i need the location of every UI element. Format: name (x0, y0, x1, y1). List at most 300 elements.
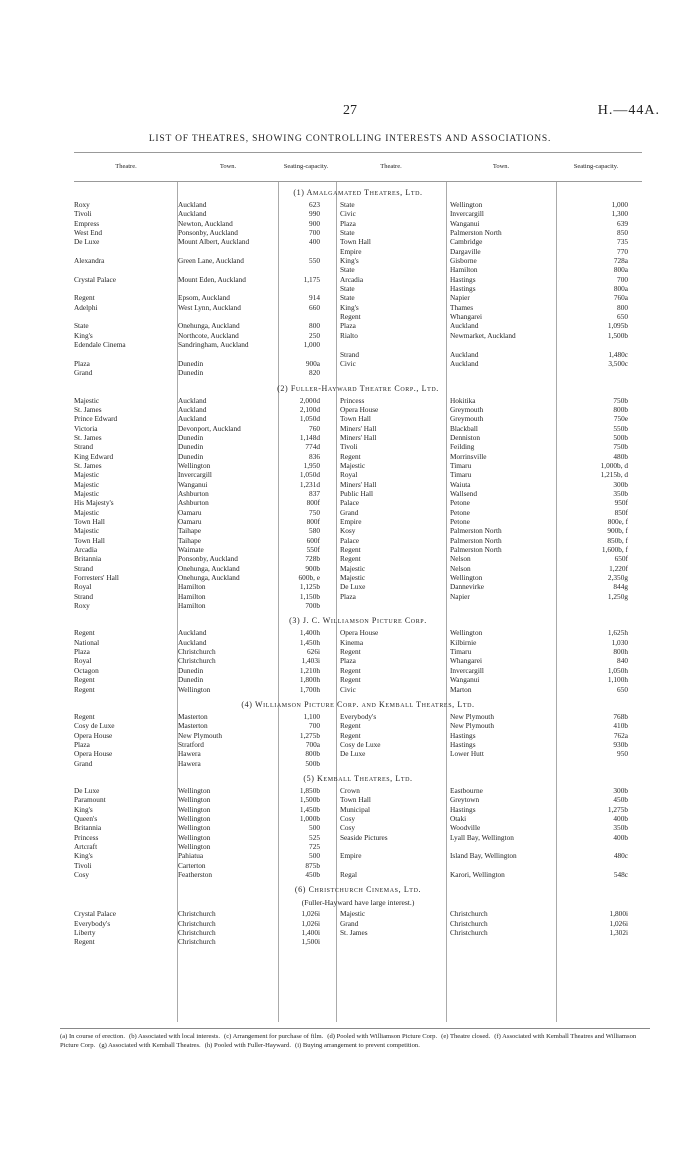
seating-capacity: 450b (305, 870, 320, 879)
table-row (74, 861, 642, 870)
town-name: West Lynn, Auckland (178, 302, 241, 312)
table-row (74, 909, 642, 918)
table-row (74, 545, 642, 554)
theatre-name: Regent (74, 684, 95, 694)
theatre-name: Civic (340, 684, 356, 694)
table-row (74, 293, 642, 302)
seating-capacity: 850f (614, 507, 628, 517)
theatre-name: Majestic (74, 470, 100, 480)
town-name: Mount Eden, Auckland (178, 274, 246, 284)
theatre-name: Princess (74, 832, 99, 842)
table-row (74, 526, 642, 535)
seating-capacity: 800b (613, 404, 628, 414)
seating-capacity: 1,050d (299, 414, 320, 424)
town-name: Wellington (178, 823, 211, 833)
town-name: Gisborne (450, 256, 477, 266)
theatre-name: St. James (74, 460, 102, 470)
town-name: Dunedin (178, 451, 204, 461)
table-row (74, 628, 642, 637)
theatre-name: Plaza (74, 739, 90, 749)
town-name: Marton (450, 684, 472, 694)
town-name: Hawera (178, 749, 201, 759)
town-name: Greytown (450, 795, 480, 805)
town-name: Wellington (178, 813, 211, 823)
table-row (74, 749, 642, 758)
town-name: Christchurch (450, 909, 488, 919)
theatre-name: Regent (74, 293, 95, 303)
town-name: Featherston (178, 870, 213, 879)
seating-capacity: 1,150b (299, 591, 320, 601)
theatre-name: Plaza (340, 591, 356, 601)
seating-capacity: 800a (613, 265, 628, 275)
seating-capacity: 1,275b (607, 804, 628, 814)
theatre-name: Plaza (74, 647, 90, 657)
town-name: Wellington (178, 460, 211, 470)
seating-capacity: 735 (617, 237, 628, 247)
town-name: Palmerston North (450, 228, 502, 238)
seating-capacity: 525 (309, 832, 320, 842)
seating-capacity: 800b (305, 749, 320, 759)
seating-capacity: 400 (309, 237, 320, 247)
seating-capacity: 760 (309, 423, 320, 433)
town-name: Wellington (178, 832, 211, 842)
town-name: Karori, Wellington (450, 870, 505, 879)
theatre-name: Britannia (74, 823, 102, 833)
theatre-name: De Luxe (74, 237, 100, 247)
theatre-name: Tivoli (340, 442, 358, 452)
theatre-name: State (340, 228, 355, 238)
town-name: Greymouth (450, 404, 484, 414)
section-title: (1) Amalgamated Theatres, Ltd. (293, 188, 423, 197)
town-name: Wanganui (178, 479, 208, 489)
seating-capacity: 914 (309, 293, 320, 303)
theatre-name: Strand (74, 563, 94, 573)
theatre-name: Strand (340, 349, 360, 359)
town-name: Blackball (450, 423, 478, 433)
seating-capacity: 900 (309, 218, 320, 228)
seating-capacity: 820 (309, 368, 320, 378)
theatre-name: State (340, 284, 355, 294)
theatre-name: Miners' Hall (340, 423, 377, 433)
town-name: Waimate (178, 545, 204, 555)
seating-capacity: 410b (613, 721, 628, 731)
town-name: Christchurch (450, 928, 488, 938)
table-row (74, 480, 642, 489)
town-name: Hastings (450, 739, 476, 749)
theatre-name: Tivoli (74, 860, 92, 870)
table-row (74, 331, 642, 340)
theatre-name: Regent (340, 721, 361, 731)
seating-capacity: 725 (309, 841, 320, 851)
town-name: Wellington (178, 804, 211, 814)
theatre-name: King's (74, 851, 93, 861)
theatre-name: Majestic (74, 479, 100, 489)
seating-capacity: 900b, f (607, 526, 628, 536)
town-name: New Plymouth (178, 730, 222, 740)
seating-capacity: 1,450h (299, 637, 320, 647)
table-row (74, 508, 642, 517)
town-name: Hamilton (178, 601, 206, 611)
town-name: Otaki (450, 813, 467, 823)
seating-capacity: 400b (613, 832, 628, 842)
column-header (74, 152, 642, 182)
table-row (74, 275, 642, 284)
town-name: Christchurch (178, 937, 216, 947)
town-name: Stratford (178, 739, 204, 749)
table-row (74, 424, 642, 433)
town-name: Napier (450, 591, 470, 601)
table-row (74, 368, 642, 377)
seating-capacity: 300b (613, 479, 628, 489)
town-name: Denniston (450, 432, 480, 442)
theatre-name: State (340, 265, 355, 275)
table-row (74, 442, 642, 451)
table-row (74, 851, 642, 860)
table-row (74, 833, 642, 842)
seating-capacity: 500 (309, 851, 320, 861)
theatre-name: Majestic (340, 573, 366, 583)
theatre-name: Paramount (74, 795, 106, 805)
table-row (74, 265, 642, 274)
town-name: Timaru (450, 647, 472, 657)
town-name: Auckland (450, 358, 479, 368)
footnote: (d) Pooled with Williamson Picture Corp. (327, 1033, 438, 1040)
town-name: New Plymouth (450, 721, 494, 731)
table-row (74, 237, 642, 246)
footnote: (c) Arrangement for purchase of film. (224, 1033, 324, 1040)
theatre-name: Princess (340, 395, 365, 405)
seating-capacity: 550f (306, 545, 320, 555)
town-name: Timaru (450, 470, 472, 480)
theatre-name: Regent (340, 545, 361, 555)
seating-capacity: 700 (309, 721, 320, 731)
town-name: Wallsend (450, 488, 477, 498)
seating-capacity: 750b (613, 442, 628, 452)
seating-capacity: 900a (305, 358, 320, 368)
town-name: Christchurch (450, 918, 488, 928)
seating-capacity: 800 (309, 321, 320, 331)
theatre-name: Opera House (340, 628, 379, 638)
town-name: Masterton (178, 721, 208, 731)
seating-capacity: 750 (309, 507, 320, 517)
seating-capacity: 762a (613, 730, 628, 740)
town-name: Nelson (450, 563, 471, 573)
col-seating-right: Seating-capacity. (573, 163, 619, 171)
seating-capacity: 1,100h (607, 675, 628, 685)
theatre-name: Strand (74, 591, 94, 601)
table-row (74, 759, 642, 768)
theatre-name: Rialto (340, 330, 358, 340)
theatre-name: State (74, 321, 89, 331)
theatre-name: Town Hall (340, 414, 371, 424)
seating-capacity: 626i (307, 647, 320, 657)
seating-capacity: 1,100 (303, 711, 320, 721)
theatre-name: De Luxe (340, 582, 366, 592)
town-name: Epsom, Auckland (178, 293, 230, 303)
town-name: Hamilton (178, 582, 206, 592)
seating-capacity: 3,500c (608, 358, 628, 368)
col-town-left: Town. (219, 163, 237, 171)
town-name: Dargaville (450, 246, 481, 256)
table-row (74, 321, 642, 330)
table-row (74, 814, 642, 823)
footnote: (h) Pooled with Fuller-Hayward. (204, 1042, 291, 1049)
table-row (74, 350, 642, 359)
town-name: Masterton (178, 711, 208, 721)
table-row (74, 805, 642, 814)
theatre-name: National (74, 637, 100, 647)
seating-capacity: 728b (305, 554, 320, 564)
theatre-name: Majestic (340, 563, 366, 573)
theatre-name: Regent (340, 312, 361, 322)
town-name: Palmerston North (450, 535, 502, 545)
theatre-name: Cosy de Luxe (340, 739, 381, 749)
theatre-name: State (340, 200, 355, 209)
table-row (74, 405, 642, 414)
theatre-name: Regent (74, 675, 95, 685)
seating-capacity: 1,480c (608, 349, 628, 359)
theatre-name: Royal (74, 582, 92, 592)
seating-capacity: 500b (305, 758, 320, 768)
seating-capacity: 450b (613, 795, 628, 805)
seating-capacity: 1,500i (301, 937, 320, 947)
theatre-name: Grand (340, 918, 359, 928)
section-note: (Fuller-Hayward have large interest.) (301, 898, 415, 908)
footnote: (b) Associated with local interests. (129, 1033, 221, 1040)
seating-capacity: 350b (613, 823, 628, 833)
seating-capacity: 1,700h (299, 684, 320, 694)
town-name: Eastbourne (450, 785, 483, 795)
table-row (74, 740, 642, 749)
town-name: Hamilton (178, 591, 206, 601)
theatre-name: Grand (74, 758, 93, 768)
seating-capacity: 850b, f (607, 535, 628, 545)
theatre-name: King's (74, 330, 93, 340)
theatre-name: Queen's (74, 813, 98, 823)
table-row (74, 685, 642, 694)
table-row (74, 795, 642, 804)
section-title: (6) Christchurch Cinemas, Ltd. (294, 885, 422, 895)
seating-capacity: 1,800h (299, 675, 320, 685)
seating-capacity: 700a (305, 739, 320, 749)
theatre-name: Liberty (74, 928, 96, 938)
col-theatre-left: Theatre. (115, 163, 137, 171)
town-name: Mount Albert, Auckland (178, 237, 250, 247)
seating-capacity: 639 (617, 218, 628, 228)
theatre-name: Kinema (340, 637, 364, 647)
theatre-name: State (340, 293, 355, 303)
town-name: Onehunga, Auckland (178, 321, 240, 331)
town-name: Christchurch (178, 647, 216, 657)
seating-capacity: 550b (613, 423, 628, 433)
town-name: Hastings (450, 284, 476, 294)
theatre-name: Regent (340, 451, 361, 461)
seating-capacity: 1,050d (299, 470, 320, 480)
table-row (74, 489, 642, 498)
table-row (74, 461, 642, 470)
seating-capacity: 800 (617, 302, 628, 312)
seating-capacity: 1,000b, d (600, 460, 628, 470)
town-name: Ashburton (178, 488, 209, 498)
town-name: Green Lane, Auckland (178, 256, 244, 266)
seating-capacity: 1,403i (301, 656, 320, 666)
town-name: Invercargill (450, 665, 484, 675)
theatre-name: Cosy de Luxe (74, 721, 115, 731)
seating-capacity: 1,026i (301, 909, 320, 919)
footnotes (60, 1028, 650, 1050)
seating-capacity: 1,450b (299, 804, 320, 814)
seating-capacity: 480b (613, 451, 628, 461)
seating-capacity: 800a (613, 284, 628, 294)
theatre-name: Grand (340, 507, 359, 517)
theatre-name: Town Hall (74, 517, 105, 526)
section-title: (4) Williamson Picture Corp. and Kemball Theatres, Ltd. (241, 699, 475, 709)
theatre-name: Britannia (74, 554, 102, 564)
theatre-name: Cosy (340, 823, 356, 833)
table-row (74, 573, 642, 582)
town-name: Petone (450, 498, 470, 508)
table-row (74, 870, 642, 879)
seating-capacity: 840 (617, 656, 628, 666)
town-name: Auckland (178, 404, 207, 414)
table-row (74, 564, 642, 573)
theatre-name: Everybody's (74, 918, 111, 928)
table-row (74, 219, 642, 228)
town-name: Wellington (178, 795, 211, 805)
seating-capacity: 700 (617, 274, 628, 284)
seating-capacity: 600b, e (298, 573, 320, 583)
town-name: Devonport, Auckland (178, 423, 241, 433)
table-row (74, 638, 642, 647)
seating-capacity: 836 (309, 451, 320, 461)
town-name: Nelson (450, 554, 471, 564)
seating-capacity: 837 (309, 488, 320, 498)
town-name: Christchurch (178, 909, 216, 919)
table-row (74, 601, 642, 610)
theatre-name: Everybody's (340, 711, 377, 721)
town-name: Whangarei (450, 312, 483, 322)
seating-capacity: 844g (613, 582, 628, 592)
seating-capacity: 1,000b (299, 813, 320, 823)
theatre-name: Alexandra (74, 256, 105, 266)
town-name: Newmarket, Auckland (450, 330, 516, 340)
seating-capacity: 650 (617, 684, 628, 694)
seating-capacity: 580 (309, 526, 320, 536)
town-name: Palmerston North (450, 526, 502, 536)
theatre-name: Forresters' Hall (74, 573, 119, 583)
theatre-name: St. James (340, 928, 368, 938)
seating-capacity: 1,175 (303, 274, 320, 284)
theatre-name: West End (74, 228, 102, 238)
town-name: Feilding (450, 442, 475, 452)
seating-capacity: 2,100d (299, 404, 320, 414)
seating-capacity: 1,850b (299, 785, 320, 795)
town-name: Dunedin (178, 432, 204, 442)
theatre-name: Plaza (340, 218, 356, 228)
town-name: Lower Hutt (450, 749, 484, 759)
seating-capacity: 774d (305, 442, 320, 452)
seating-capacity: 1,026i (609, 918, 628, 928)
theatre-name: Regent (340, 665, 361, 675)
theatre-name: Municipal (340, 804, 370, 814)
theatre-name: Regent (74, 937, 95, 947)
town-name: Dunedin (178, 442, 204, 452)
theatre-name: Majestic (74, 507, 100, 517)
theatre-name: Regal (340, 870, 358, 879)
theatre-name: King's (340, 256, 359, 266)
table-row (74, 731, 642, 740)
theatre-table (74, 182, 642, 947)
town-name: Newton, Auckland (178, 218, 233, 228)
seating-capacity: 1,800i (609, 909, 628, 919)
theatre-name: Regent (340, 675, 361, 685)
town-name: Wellington (178, 785, 211, 795)
theatre-name: Empress (74, 218, 100, 228)
theatre-name: King's (340, 302, 359, 312)
town-name: Sandringham, Auckland (178, 340, 249, 350)
col-theatre-right: Theatre. (380, 163, 402, 171)
table-row (74, 359, 642, 368)
town-name: Timaru (450, 460, 472, 470)
seating-capacity: 1,625h (607, 628, 628, 638)
theatre-name: Seaside Pictures (340, 832, 388, 842)
table-row (74, 928, 642, 937)
seating-capacity: 1,400h (299, 628, 320, 638)
theatre-name: Empire (340, 517, 362, 526)
table-row (74, 303, 642, 312)
table-row (74, 823, 642, 832)
seating-capacity: 500b (613, 432, 628, 442)
town-name: Hokitika (450, 395, 476, 405)
theatre-name: Opera House (74, 749, 113, 759)
seating-capacity: 300b (613, 785, 628, 795)
theatre-name: Royal (74, 656, 92, 666)
seating-capacity: 1,231d (299, 479, 320, 489)
table-row (74, 554, 642, 563)
seating-capacity: 750e (613, 414, 628, 424)
seating-capacity: 950f (614, 498, 628, 508)
seating-capacity: 1,400i (301, 928, 320, 938)
seating-capacity: 1,210h (299, 665, 320, 675)
town-name: Wellington (450, 628, 483, 638)
footnote: (f) Associated with Kemball Theatres and Williamson Picture Corp. (60, 1033, 637, 1049)
theatre-name: Opera House (74, 730, 113, 740)
town-name: Invercargill (450, 209, 484, 219)
seating-capacity: 350b (613, 488, 628, 498)
table-row (74, 312, 642, 321)
footnote: (g) Associated with Kemball Theatres. (99, 1042, 201, 1049)
seating-capacity: 548c (613, 870, 628, 879)
seating-capacity: 1,275b (299, 730, 320, 740)
section-title: (5) Kemball Theatres, Ltd. (303, 773, 413, 783)
town-name: Auckland (178, 395, 207, 405)
table-row (74, 200, 642, 209)
seating-capacity: 400b (613, 813, 628, 823)
theatre-name: Victoria (74, 423, 98, 433)
seating-capacity: 1,026i (301, 918, 320, 928)
table-row (74, 470, 642, 479)
page-number: 27 (343, 103, 357, 118)
seating-capacity: 850 (617, 228, 628, 238)
table-row (74, 256, 642, 265)
col-seating-left: Seating-capacity. (283, 163, 329, 171)
town-name: Wanganui (450, 675, 480, 685)
theatre-name: Plaza (74, 358, 90, 368)
theatre-name: Arcadia (74, 545, 98, 555)
town-name: Cambridge (450, 237, 483, 247)
table-row (74, 433, 642, 442)
table-row (74, 842, 642, 851)
